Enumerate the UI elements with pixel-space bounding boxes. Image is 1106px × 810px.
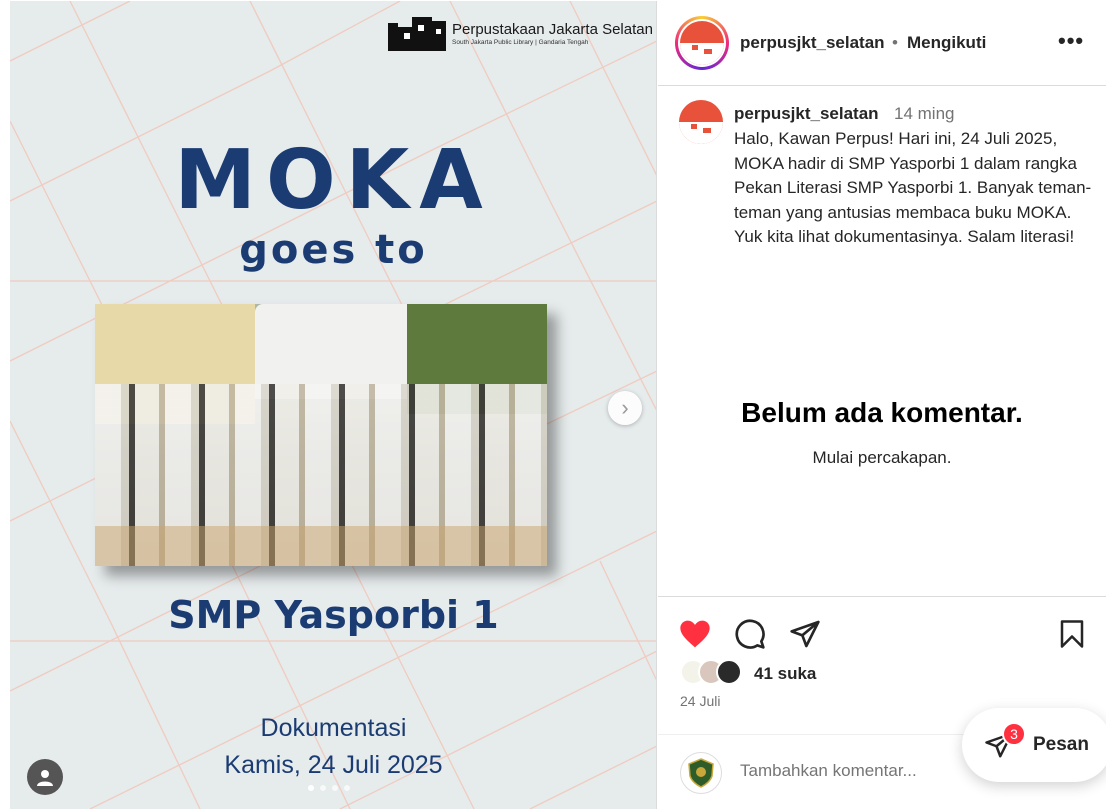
school-name: SMP Yasporbi 1 <box>168 593 499 637</box>
group-photo <box>95 304 547 566</box>
unread-badge: 3 <box>1002 722 1026 746</box>
caption-text: Halo, Kawan Perpus! Hari ini, 24 Juli 2025, MOKA hadir di SMP Yasporbi 1 dalam rangka Pekan Literasi SMP Yasporbi 1. Banyak teman-teman yang antusias membaca buku MOKA. Yuk kita lihat dokumentasinya. Salam literasi! <box>734 129 1092 246</box>
chevron-right-icon: › <box>621 395 629 420</box>
action-bar <box>658 596 1106 726</box>
header-username[interactable]: perpusjkt_selatan <box>740 33 885 52</box>
no-comments-title: Belum ada komentar. <box>741 397 1023 428</box>
carousel-next-button[interactable] <box>608 391 642 425</box>
caption-time[interactable]: 14 ming <box>894 104 955 123</box>
carousel-dot <box>332 785 338 791</box>
comment-input[interactable] <box>740 761 1000 781</box>
library-avatar-icon <box>680 21 724 65</box>
bookmark-icon <box>1058 619 1086 649</box>
brand-subtitle: South Jakarta Public Library | Gandaria Tengah <box>452 38 589 46</box>
messages-button[interactable] <box>962 708 1106 782</box>
share-button[interactable] <box>788 617 822 651</box>
no-comments-subtitle: Mulai percakapan. <box>812 448 952 467</box>
library-brand <box>388 17 653 51</box>
liker-avatar <box>716 659 742 685</box>
post-media[interactable] <box>10 1 657 809</box>
caption-username[interactable]: perpusjkt_selatan <box>734 104 879 123</box>
save-button[interactable] <box>1055 617 1089 651</box>
carousel-dot <box>308 785 314 791</box>
library-logo-icon <box>388 17 446 51</box>
carousel-indicator <box>308 785 350 791</box>
liker-avatars[interactable] <box>680 659 734 685</box>
more-options-button[interactable]: ••• <box>1058 28 1085 53</box>
heart-icon <box>679 619 711 649</box>
profile-avatar[interactable] <box>675 16 729 70</box>
likes-count[interactable]: 41 suka <box>754 664 817 683</box>
send-icon <box>789 618 821 650</box>
carousel-dot <box>320 785 326 791</box>
post-date[interactable]: 24 Juli <box>680 693 721 709</box>
school-crest-icon <box>688 758 714 788</box>
caption-avatar[interactable] <box>679 100 723 144</box>
brand-name: Perpustakaan Jakarta Selatan <box>452 20 653 38</box>
comment-button[interactable] <box>733 617 767 651</box>
post-sidebar <box>658 0 1106 810</box>
current-user-avatar <box>680 752 722 794</box>
post-title: MOKA <box>174 133 493 228</box>
like-button[interactable] <box>678 617 712 651</box>
documentation-label: Dokumentasi <box>260 714 407 742</box>
event-date: Kamis, 24 Juli 2025 <box>224 751 443 779</box>
carousel-dot <box>344 785 350 791</box>
post-header <box>658 0 1106 86</box>
comment-icon <box>734 618 766 650</box>
user-icon <box>36 768 54 786</box>
header-separator: • <box>892 33 898 52</box>
messages-label: Pesan <box>1033 734 1089 755</box>
post-subtitle: goes to <box>239 227 428 273</box>
tagged-users-button[interactable] <box>27 759 63 795</box>
follow-button[interactable]: Mengikuti <box>907 33 987 52</box>
